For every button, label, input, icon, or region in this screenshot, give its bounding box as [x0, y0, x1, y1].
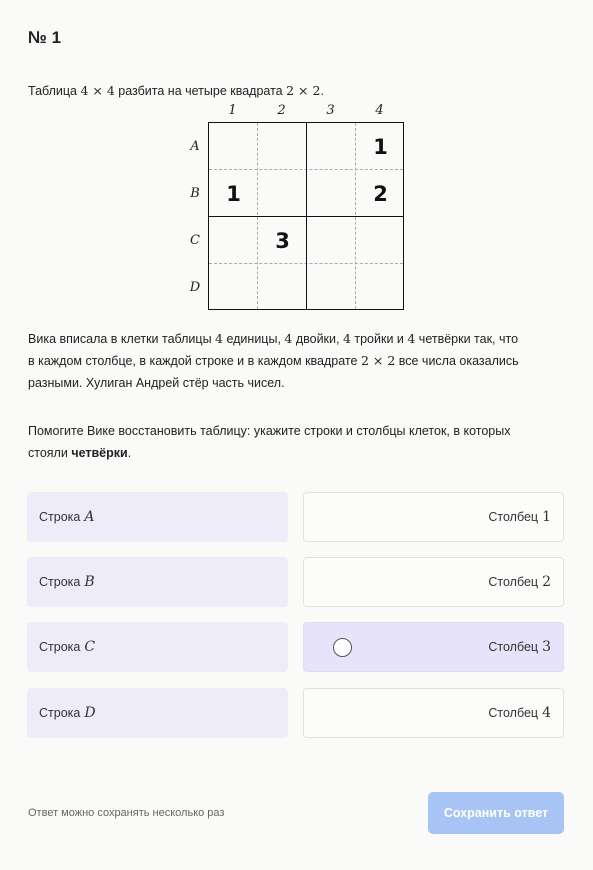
option-variable: A — [84, 509, 95, 525]
problem-title: № 1 — [28, 28, 62, 47]
option-row-b[interactable] — [27, 557, 288, 607]
option-label: Столбец — [488, 640, 539, 654]
option-column-1[interactable] — [303, 492, 564, 542]
option-label: Строка — [39, 510, 81, 524]
option-row-a[interactable] — [27, 492, 288, 542]
row-header: B — [190, 186, 200, 201]
grid-cell — [307, 170, 356, 217]
option-label: Столбец — [488, 706, 539, 720]
save-hint: Ответ можно сохранять несколько раз — [28, 807, 225, 819]
grid-cell: 2 — [373, 181, 388, 206]
grid-cell: 1 — [226, 181, 241, 206]
save-answer-button[interactable]: Сохранить ответ — [428, 792, 564, 834]
option-variable: C — [84, 639, 96, 655]
option-variable: 1 — [542, 509, 551, 525]
grid-cell — [258, 264, 307, 311]
grid-cell — [209, 264, 258, 311]
option-label: Столбец — [488, 575, 539, 589]
option-label: Строка — [39, 640, 81, 654]
grid-cell — [356, 264, 405, 311]
option-column-2[interactable] — [303, 557, 564, 607]
column-header: 1 — [228, 103, 237, 118]
option-variable: 2 — [542, 574, 551, 590]
grid-cell — [209, 123, 258, 170]
row-header: C — [190, 233, 200, 248]
problem-question: Помогите Вике восстановить таблицу: укажите строки и столбцы клеток, в которых стояли четвёрки. — [28, 424, 511, 460]
option-label: Столбец — [488, 510, 539, 524]
grid-cell — [307, 217, 356, 264]
option-variable: D — [84, 705, 96, 721]
grid-cell — [258, 123, 307, 170]
grid-cell: 3 — [275, 228, 290, 253]
grid-board — [208, 122, 404, 310]
radio-circle-icon[interactable] — [333, 638, 352, 657]
option-column-3[interactable] — [303, 622, 564, 672]
grid-cell — [307, 264, 356, 311]
option-variable: B — [84, 574, 95, 590]
column-header: 2 — [277, 103, 286, 118]
option-label: Строка — [39, 706, 81, 720]
option-variable: 3 — [542, 639, 551, 655]
column-header: 4 — [375, 103, 384, 118]
row-header: A — [190, 139, 200, 154]
option-variable: 4 — [542, 705, 551, 721]
grid-cell: 1 — [373, 134, 388, 159]
grid-cell — [356, 217, 405, 264]
column-header: 3 — [326, 103, 335, 118]
problem-intro: Таблица 4 × 4 разбита на четыре квадрата 2 × 2. — [28, 83, 324, 98]
grid-cell — [209, 217, 258, 264]
grid-cell — [258, 170, 307, 217]
problem-description: Вика вписала в клетки таблицы 4 единицы, 4 двойки, 4 тройки и 4 четвёрки так, что в каждом столбце, в каждой строке и в каждом квадрате 2 × 2 все числа оказались разными. Хулиган Андрей стёр часть чисел. — [28, 331, 519, 390]
option-column-4[interactable] — [303, 688, 564, 738]
option-row-d[interactable] — [27, 688, 288, 738]
option-label: Строка — [39, 575, 81, 589]
option-row-c[interactable] — [27, 622, 288, 672]
grid-cell — [307, 123, 356, 170]
row-header: D — [189, 280, 201, 295]
